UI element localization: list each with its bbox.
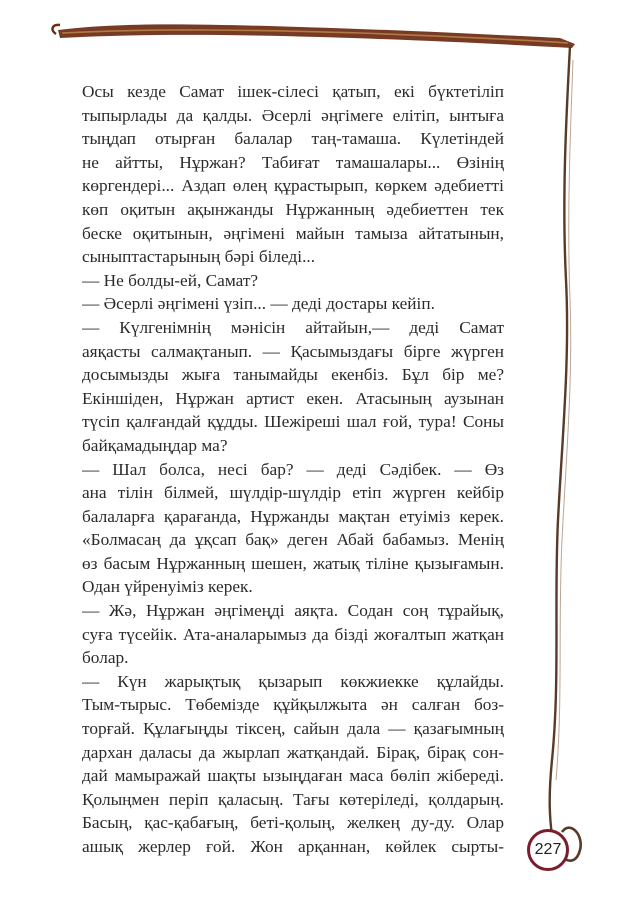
text-line: өз басым Нұржанның шешен, жатық тіліне қызығамын. [82,553,504,573]
text-line: Одан үйренуіміз керек. [82,577,253,597]
text-line: тыпырлады да қалды. Әсерлі әңгімеге елітіп, ынтыға [82,105,504,125]
text-line: ана тілін білмей, шүлдір-шүлдір етіп жүрген кейбір [82,483,504,503]
text-line: көргендері... Аздап өлең құрастырып, көркем әдебиетті [82,176,504,196]
text-line: сыныптастарының бәрі біледі... [82,247,316,267]
top-border-stroke [58,24,575,48]
text-line: суға түсейік. Ата-аналарымыз да бізді жоғалтып жатқан [82,624,504,644]
text-line: тыңдап отырған балалар таң-тамаша. Күлетіндей [82,129,504,149]
text-line: Басың, қас-қабағың, беті-қолың, желкең ду-ду. Олар [82,813,504,833]
page-number [527,829,569,871]
text-line: досымызды жыға танымайды екенбіз. Бұл бір ме? [82,365,504,385]
text-line: не айтты, Нұржан? Табиғат тамашалары... Өзінің [82,152,504,172]
text-line: ашық жерлер ғой. Жон арқаннан, көйлек сырты- [82,837,504,856]
text-line: — Не болды-ей, Самат? [82,270,259,290]
text-line: Екіншіден, Нұржан артист екен. Атасының аузынан [82,388,504,408]
text-line: көп оқитын ақынжанды Нұржанның әдебиеттен тек [82,199,504,219]
right-border-line [550,46,570,836]
page-number-label: 227 [534,841,562,858]
text-line: байқамадыңдар ма? [82,435,228,455]
text-line: болар. [82,648,129,668]
text-line: Қолыңмен періп қаласың. Тағы көтеріледі, қолдарың. [82,789,504,809]
text-line: беске оқитынын, әңгімені майын тамыза айтатынын, [82,223,504,243]
text-line: дархан даласы да жырлап жатқандай. Бірақ, бірақ сон- [82,742,504,762]
text-line: «Болмасаң да ұқсап бақ» деген Абай бабамыз. Менің [82,530,504,550]
text-line: торғай. Құлағыңды тіксең, сайын дала — қазағымның [82,719,504,739]
text-line: Осы кезде Самат ішек-сілесі қатып, екі бүктетіліп [82,82,504,101]
text-line: — Жә, Нұржан әңгімеңді аяқта. Содан соң тұрайық, [82,601,504,621]
text-line: балаларға қарағанда, Нұржанды мақтан етуіміз керек. [82,506,504,526]
text-line: — Шал болса, несі бар? — деді Сәдібек. — Өз [82,459,504,479]
text-line: — Күлгенімнің мәнісін айтайын,— деді Самат [82,317,504,337]
text-line: аяқасты салмақтанып. — Қасымыздағы бірге жүрген [82,341,504,361]
text-line: дай мамыражай шақты ызыңдаған маса бөліп жібереді. [82,766,504,786]
text-line: — Әсерлі әңгімені үзіп... — деді достары кейіп. [82,294,435,314]
body-text [82,80,504,859]
text-line: түсіп қалғандай құдды. Шежіреші шал ғой, тура! Соны [82,412,504,432]
text-line: Тым-тырыс. Төбемізде құйқылжыта ән салған боз- [82,695,504,715]
text-line: — Күн жарықтық қызарып көкжиекке құлайды. [82,671,504,691]
